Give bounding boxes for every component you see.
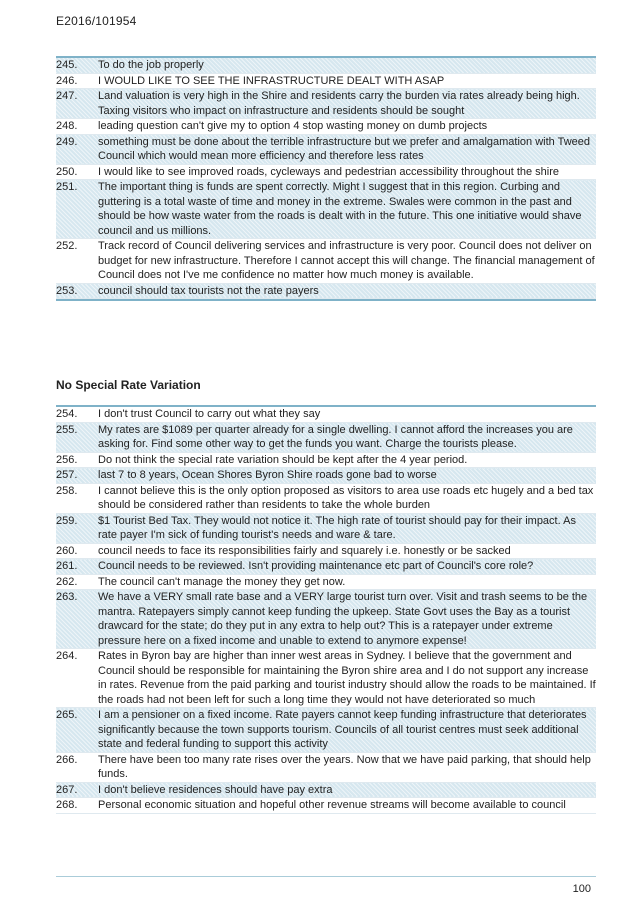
- document-id: E2016/101954: [56, 14, 137, 28]
- comment-text: last 7 to 8 years, Ocean Shores Byron Shire roads gone bad to worse: [98, 468, 596, 484]
- comment-row: [56, 89, 596, 119]
- comment-row: [56, 407, 596, 422]
- comment-number: 259.: [56, 513, 98, 543]
- comment-row: [56, 58, 596, 73]
- comment-text: To do the job properly: [98, 58, 596, 73]
- comment-text: Do not think the special rate variation should be kept after the 4 year period.: [98, 452, 596, 468]
- comment-row: [56, 574, 596, 590]
- comment-row: [56, 798, 596, 814]
- comment-text: $1 Tourist Bed Tax. They would not notice it. The high rate of tourist should pay for their impact. As rate payer I'm sick of funding tourist's needs and ware & tare.: [98, 513, 596, 543]
- comment-text: council should tax tourists not the rate payers: [98, 283, 596, 299]
- comment-text: I would like to see improved roads, cycleways and pedestrian accessibility throughout the shire: [98, 164, 596, 180]
- comment-number: 252.: [56, 239, 98, 284]
- comments-table-2: [56, 405, 596, 814]
- comment-text: We have a VERY small rate base and a VERY large tourist turn over. Visit and trash seems to be the mantra. Ratepayers simply cannot keep funding the upkeep. State Govt uses the Bay as a tourist drawcard for the state; do they put in any extra to help out? This is a ratepayer under extreme pressure here on a fixed income and unable to extend to anymore expense!: [98, 590, 596, 649]
- comment-number: 265.: [56, 708, 98, 753]
- comment-row: [56, 422, 596, 452]
- comment-number: 266.: [56, 752, 98, 782]
- comment-row: [56, 559, 596, 575]
- comment-text: Track record of Council delivering services and infrastructure is very poor. Council does not deliver on budget for new infrastructure. Therefore I cannot accept this will change. The financial management of Council does not I've me confidence no matter how much money is available.: [98, 240, 595, 281]
- comment-row: [56, 283, 596, 299]
- footer-divider: [56, 876, 596, 877]
- comment-text: Land valuation is very high in the Shire and residents carry the burden via rates already being high. Taxing visitors who impact on infrastructure and residents should be sought: [98, 89, 596, 119]
- comment-number: 260.: [56, 543, 98, 559]
- comment-number: 246.: [56, 73, 98, 89]
- comment-number: 255.: [56, 422, 98, 452]
- comment-text: I WOULD LIKE TO SEE THE INFRASTRUCTURE DEALT WITH ASAP: [98, 73, 596, 89]
- comment-row: [56, 164, 596, 180]
- comment-number: 253.: [56, 283, 98, 299]
- comments-table-1: [56, 56, 596, 301]
- section-heading: No Special Rate Variation: [56, 378, 201, 392]
- comment-number: 254.: [56, 407, 98, 422]
- comment-row: [56, 483, 596, 513]
- comment-row: [56, 468, 596, 484]
- comment-number: 257.: [56, 468, 98, 484]
- comment-number: 258.: [56, 483, 98, 513]
- comment-row: [56, 73, 596, 89]
- comment-text: Council needs to be reviewed. Isn't providing maintenance etc part of Council's core role?: [98, 559, 596, 575]
- comment-text: I don't trust Council to carry out what they say: [98, 407, 596, 422]
- comment-row: [56, 708, 596, 753]
- comment-text: council needs to face its responsibilities fairly and squarely i.e. honestly or be sacked: [98, 543, 596, 559]
- comment-number: 264.: [56, 649, 98, 708]
- comment-text: There have been too many rate rises over the years. Now that we have paid parking, that should help funds.: [98, 752, 596, 782]
- comment-number: 248.: [56, 119, 98, 135]
- comment-text: My rates are $1089 per quarter already for a single dwelling. I cannot afford the increases you are asking for. Find some other way to get the funds you want. Charge the tourists please.: [98, 422, 596, 452]
- comment-text: The important thing is funds are spent correctly. Might I suggest that in this region. Curbing and guttering is a total waste of time and money in the extreme. Swales were common in the past and should be how waste water from the roads is dealt with in the future. This one initiative would shave council and us millions.: [98, 180, 596, 239]
- comment-row: [56, 134, 596, 164]
- comment-text: The council can't manage the money they get now.: [98, 574, 596, 590]
- comment-row: [56, 649, 596, 708]
- comment-row: [56, 782, 596, 798]
- comment-text: Rates in Byron bay are higher than inner west areas in Sydney. I believe that the government and Council should be responsible for maintaining the Byron shire area and I do not support any increase in rates. Revenue from the paid parking and tourist industry should allow the roads to be maintained. If the roads had not been left for such a long time they would not have deteriorated so much: [98, 650, 596, 706]
- comment-number: 261.: [56, 559, 98, 575]
- comment-number: 250.: [56, 164, 98, 180]
- comment-text: leading question can't give my to option 4 stop wasting money on dumb projects: [98, 119, 596, 135]
- comment-row: [56, 180, 596, 239]
- comment-number: 247.: [56, 89, 98, 119]
- comment-row: [56, 513, 596, 543]
- comment-text: Personal economic situation and hopeful other revenue streams will become available to council: [98, 798, 596, 814]
- comment-row: [56, 752, 596, 782]
- comment-row: [56, 543, 596, 559]
- page-number: 100: [572, 883, 591, 895]
- comment-text: something must be done about the terrible infrastructure but we prefer and amalgamation with Tweed Council which would mean more efficiency and therefore less rates: [98, 134, 596, 164]
- comment-row: [56, 452, 596, 468]
- comment-number: 245.: [56, 58, 98, 73]
- comment-text: I cannot believe this is the only option proposed as visitors to area use roads etc hugely and a bed tax should be considered rather than residents to take the whole burden: [98, 483, 596, 513]
- comment-number: 267.: [56, 782, 98, 798]
- comment-number: 263.: [56, 590, 98, 649]
- comment-number: 249.: [56, 134, 98, 164]
- comment-row: [56, 590, 596, 649]
- comment-number: 256.: [56, 452, 98, 468]
- comment-text: I am a pensioner on a fixed income. Rate payers cannot keep funding infrastructure that deteriorates significantly because the town supports tourism. Councils of all tourist centres must seek additional state and federal funding to support this activity: [98, 708, 596, 753]
- comment-row: [56, 239, 596, 284]
- comment-row: [56, 119, 596, 135]
- comment-number: 268.: [56, 798, 98, 814]
- comment-number: 251.: [56, 180, 98, 239]
- comment-number: 262.: [56, 574, 98, 590]
- comment-text: I don't believe residences should have pay extra: [98, 782, 596, 798]
